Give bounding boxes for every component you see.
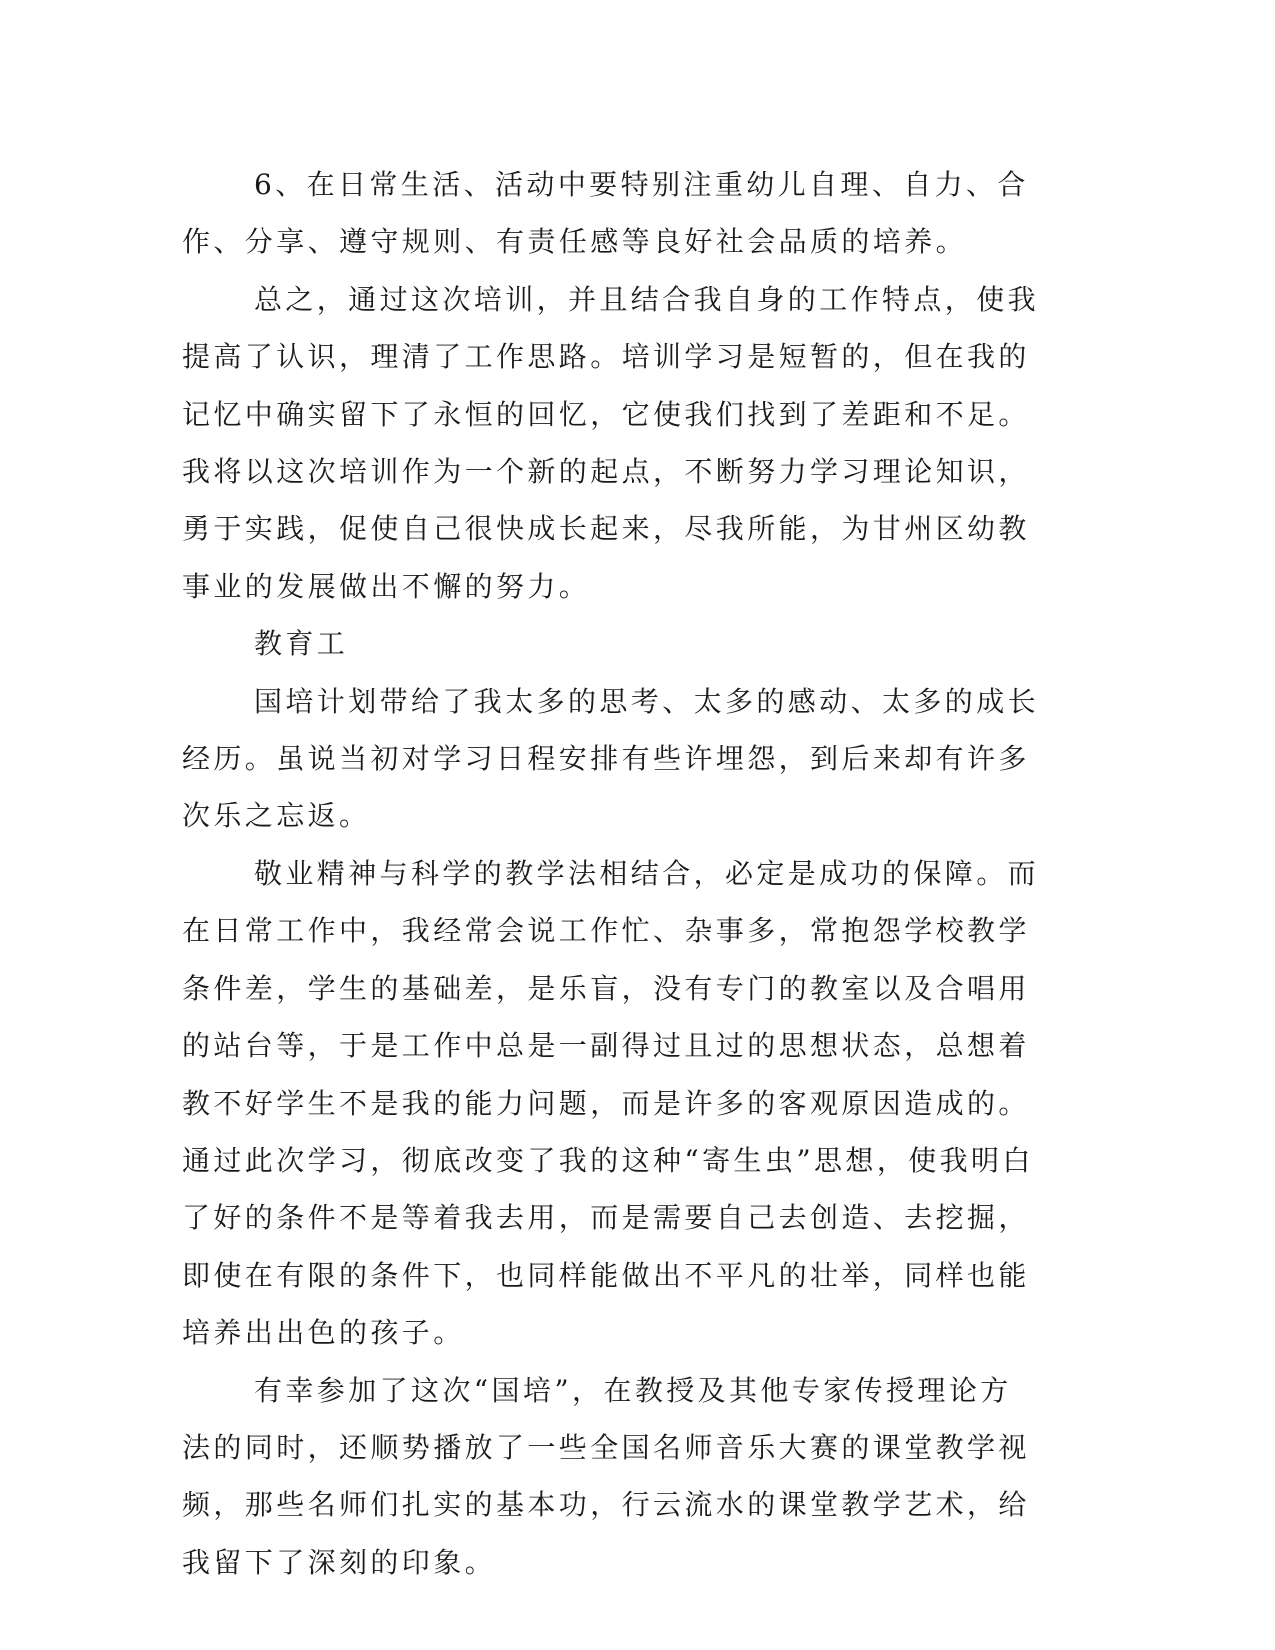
paragraph-item-6: 6、在日常生活、活动中要特别注重幼儿自理、自力、合作、分享、遵守规则、有责任感等良好社会品质的培养。 (182, 168, 1029, 259)
paragraph-guopei-intro: 国培计划带给了我太多的思考、太多的感动、太多的成长经历。虽说当初对学习日程安排有些许埋怨，到后来却有许多次乐之忘返。 (182, 684, 1040, 833)
section-heading: 教育工 (254, 627, 349, 661)
paragraph-dedication: 敬业精神与科学的教学法相结合，必定是成功的保障。而在日常工作中，我经常会说工作忙、杂事多，常抱怨学校教学条件差，学生的基础差，是乐盲，没有专门的教室以及合唱用的站台等，于是工作中总是一副得过且过的思想状态，总想着教不好学生不是我的能力问题，而是许多的客观原因造成的。通过此次学习，彻底改变了我的这种“寄生虫”思想，使我明白了好的条件不是等着我去用，而是需要自己去创造、去挖掘，即使在有限的条件下，也同样能做出不平凡的壮举，同样也能培养出出色的孩子。 (182, 856, 1040, 1350)
document-body (182, 156, 1042, 1591)
paragraph-fortunate: 有幸参加了这次“国培”，在教授及其他专家传授理论方法的同时，还顺势播放了一些全国名师音乐大赛的课堂教学视频，那些名师们扎实的基本功，行云流水的课堂教学艺术，给我留下了深刻的印象。 (182, 1373, 1030, 1579)
paragraph-summary: 总之，通过这次培训，并且结合我自身的工作特点，使我提高了认识，理清了工作思路。培训学习是短暂的，但在我的记忆中确实留下了永恒的回忆，它使我们找到了差距和不足。我将以这次培训作为一个新的起点，不断努力学习理论知识，勇于实践，促使自己很快成长起来，尽我所能，为甘州区幼教事业的发展做出不懈的努力。 (182, 282, 1040, 603)
